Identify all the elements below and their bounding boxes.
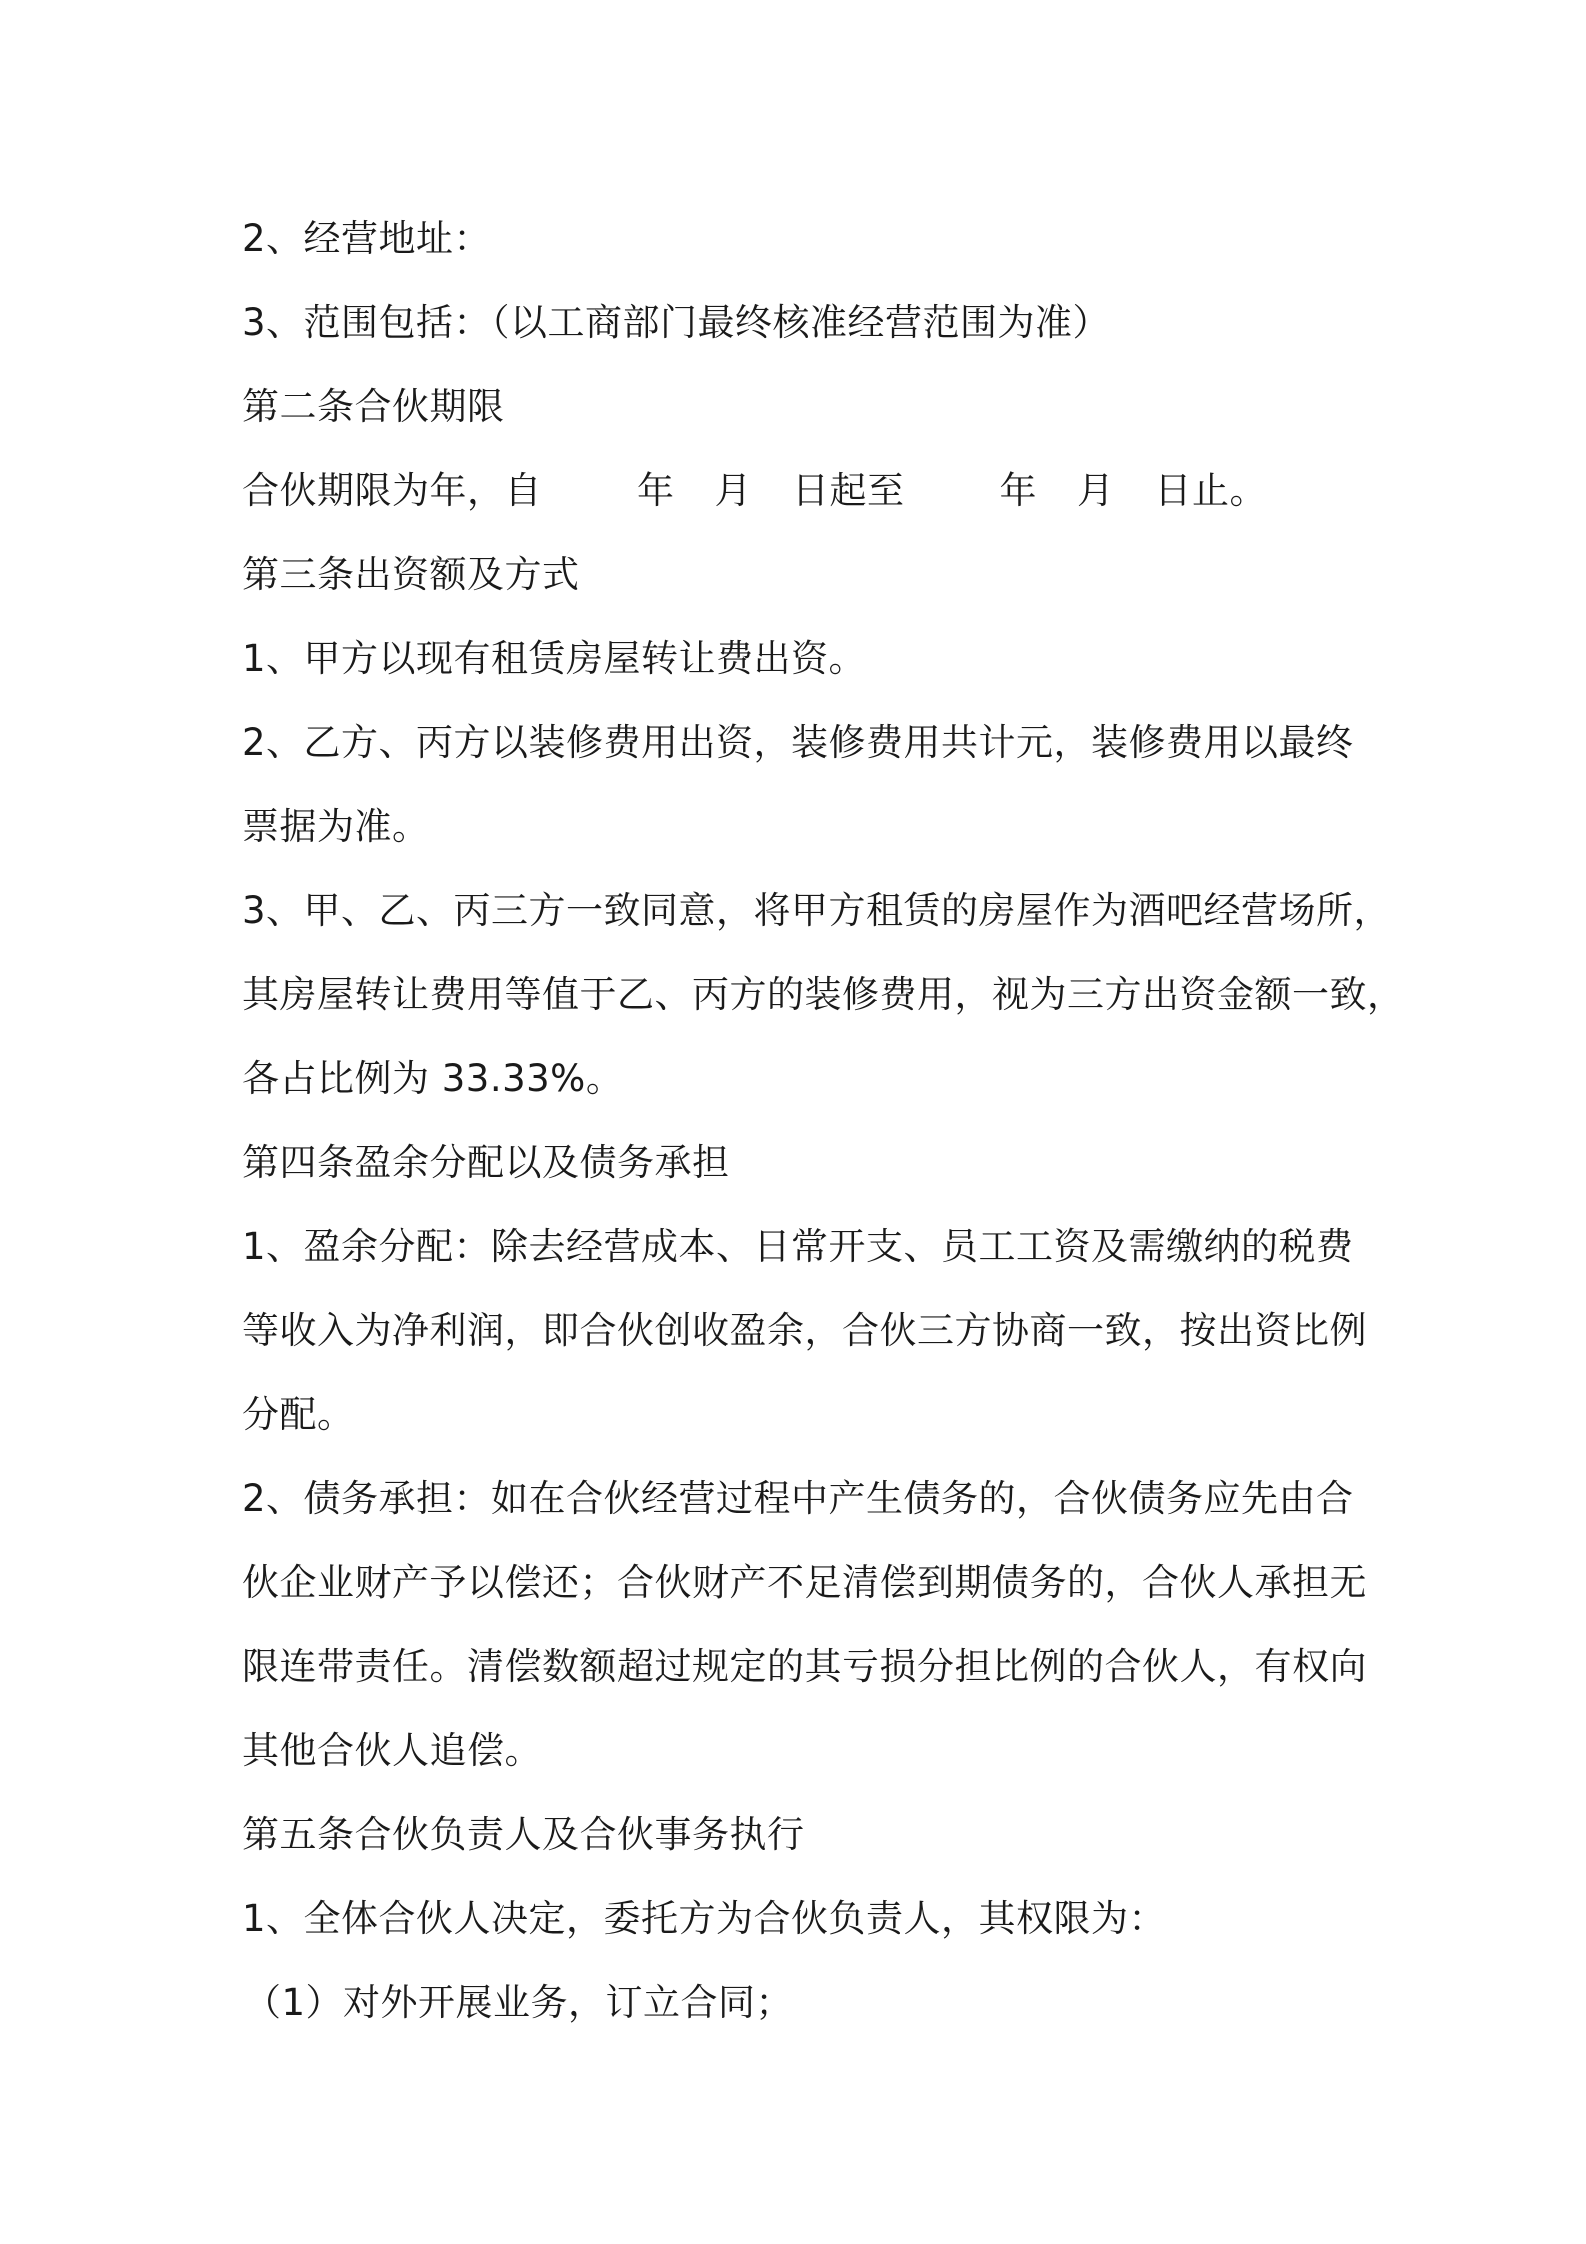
term-line	[242, 449, 1372, 533]
section-heading: 第三条出资额及方式	[242, 553, 580, 596]
paragraph-line: 等收入为净利润，即合伙创收盈余，合伙三方协商一致，按出资比例	[242, 1309, 1367, 1352]
paragraph-line: 3、范围包括：（以工商部门最终核准经营范围为准）	[242, 301, 1111, 344]
paragraph-line: 分配。	[242, 1393, 355, 1436]
paragraph-line: 其他合伙人追偿。	[242, 1729, 542, 1772]
term-year-end: 年	[999, 469, 1037, 512]
paragraph-line: 3、甲、乙、丙三方一致同意，将甲方租赁的房屋作为酒吧经营场所，	[242, 889, 1392, 932]
term-month-end: 月	[1077, 469, 1115, 512]
paragraph-line: 各占比例为 33.33%。	[242, 1057, 624, 1100]
section-heading: 第二条合伙期限	[242, 385, 505, 428]
paragraph-line: 票据为准。	[242, 805, 430, 848]
paragraph-line: 伙企业财产予以偿还；合伙财产不足清偿到期债务的，合伙人承担无	[242, 1561, 1367, 1604]
term-day-end: 日止。	[1154, 469, 1267, 512]
paragraph-line: 1、全体合伙人决定，委托方为合伙负责人，其权限为：	[242, 1897, 1167, 1940]
paragraph-line: 1、甲方以现有租赁房屋转让费出资。	[242, 637, 867, 680]
paragraph-line: 1、盈余分配：除去经营成本、日常开支、员工工资及需缴纳的税费	[242, 1225, 1354, 1268]
term-prefix: 合伙期限为年，自	[242, 469, 542, 512]
paragraph-line: 2、债务承担：如在合伙经营过程中产生债务的，合伙债务应先由合	[242, 1477, 1354, 1520]
term-year-start: 年	[637, 469, 675, 512]
term-day-start: 日起至	[792, 469, 905, 512]
paragraph-line: 2、乙方、丙方以装修费用出资，装修费用共计元，装修费用以最终	[242, 721, 1354, 764]
section-heading: 第四条盈余分配以及债务承担	[242, 1141, 730, 1184]
section-heading: 第五条合伙负责人及合伙事务执行	[242, 1813, 805, 1856]
paragraph-line: 2、经营地址：	[242, 217, 492, 260]
term-month-start: 月	[714, 469, 752, 512]
document-body	[242, 197, 1405, 2045]
paragraph-line: 其房屋转让费用等值于乙、丙方的装修费用，视为三方出资金额一致，	[242, 973, 1405, 1016]
paragraph-line: （1）对外开展业务，订立合同；	[244, 1981, 794, 2024]
paragraph-line: 限连带责任。清偿数额超过规定的其亏损分担比例的合伙人，有权向	[242, 1645, 1367, 1688]
